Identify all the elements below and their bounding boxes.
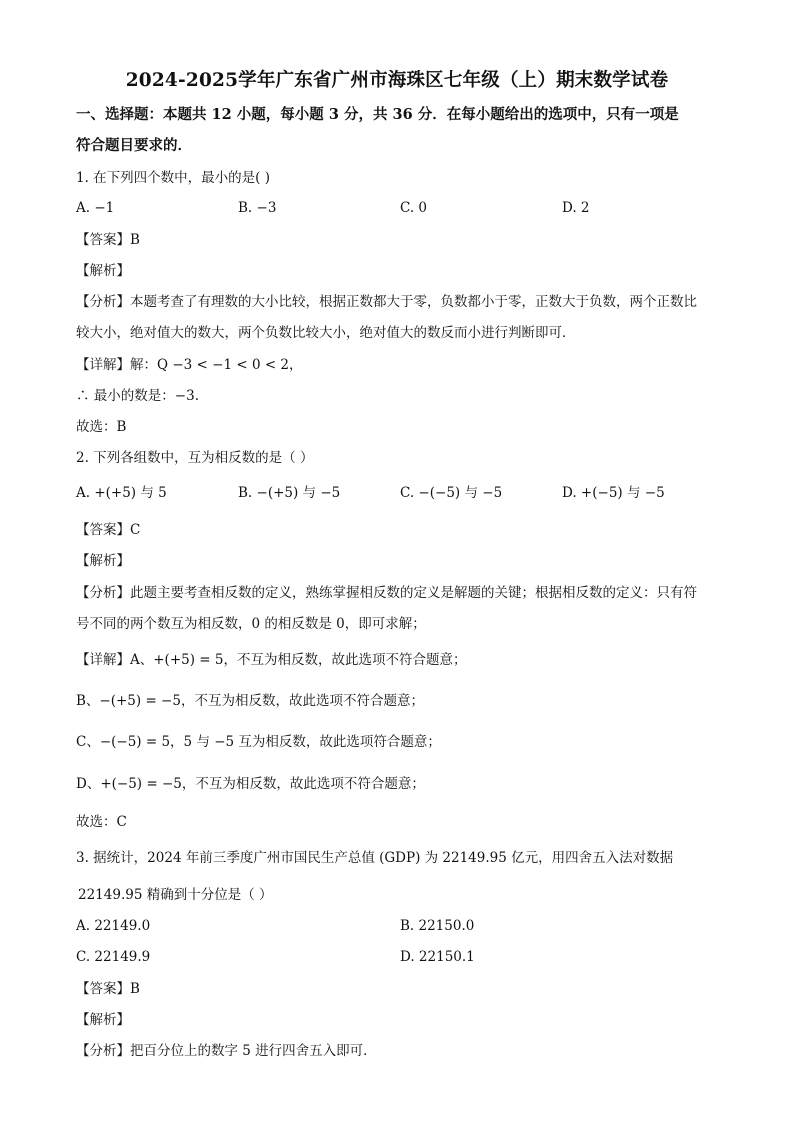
q1-option-d: D. 2 [562, 200, 590, 216]
q2-option-a: A. +(+5) 与 5 [76, 485, 167, 501]
q2-detail-a: 【详解】A、+(+5) = 5，不互为相反数，故此选项不符合题意； [76, 652, 467, 668]
q3-jiexi: 【解析】 [76, 1012, 130, 1028]
q1-conclusion: 故选：B [76, 419, 127, 435]
q2-detail-b: B、−(+5) = −5，不互为相反数，故此选项不符合题意； [76, 693, 424, 709]
q2-detail-d: D、+(−5) = −5，不互为相反数，故此选项不符合题意； [76, 776, 425, 792]
q1-option-c: C. 0 [400, 200, 428, 216]
page-title: 2024-2025学年广东省广州市海珠区七年级（上）期末数学试卷 [125, 70, 669, 91]
q2-detail-c: C、−(−5) = 5，5 与 −5 互为相反数，故此选项符合题意； [76, 734, 441, 750]
question-3-stem-line2: 22149.95 精确到十分位是（ ） [78, 887, 273, 903]
q1-option-b: B. −3 [238, 200, 277, 216]
q1-option-a: A. −1 [76, 200, 115, 216]
q3-option-a: A. 22149.0 [76, 918, 151, 934]
q2-analysis-line2: 号不同的两个数互为相反数，0 的相反数是 0，即可求解； [76, 616, 426, 632]
question-3-stem-line1: 3. 据统计，2024 年前三季度广州市国民生产总值 (GDP) 为 22149.95 亿元，用四舍五入法对数据 [76, 850, 674, 866]
q2-option-c: C. −(−5) 与 −5 [400, 485, 503, 501]
section-heading: 一、选择题：本题共 12 小题，每小题 3 分，共 36 分．在每小题给出的选项中，只有一项是 [76, 106, 679, 123]
q2-jiexi: 【解析】 [76, 553, 130, 569]
q2-conclusion: 故选：C [76, 814, 127, 830]
q2-analysis-line1: 【分析】此题主要考查相反数的定义，熟练掌握相反数的定义是解题的关键；根据相反数的定义：只有符 [76, 585, 697, 601]
q1-jiexi: 【解析】 [76, 263, 130, 279]
q1-detail-line2: ∴ 最小的数是：−3. [76, 388, 199, 404]
q3-option-c: C. 22149.9 [76, 949, 151, 965]
q3-option-b: B. 22150.0 [400, 918, 475, 934]
q1-answer: 【答案】B [76, 232, 140, 248]
q3-answer: 【答案】B [76, 981, 140, 997]
q2-answer: 【答案】C [76, 522, 141, 538]
q2-option-d: D. +(−5) 与 −5 [562, 485, 665, 501]
q3-analysis: 【分析】把百分位上的数字 5 进行四舍五入即可． [76, 1043, 377, 1059]
question-2-stem: 2. 下列各组数中，互为相反数的是（ ） [76, 450, 314, 466]
q2-option-b: B. −(+5) 与 −5 [238, 485, 341, 501]
q1-analysis-line1: 【分析】本题考查了有理数的大小比较，根据正数都大于零，负数都小于零，正数大于负数，两个正数比 [76, 294, 697, 310]
question-1-stem: 1. 在下列四个数中，最小的是( ) [76, 170, 270, 186]
q1-detail-line1: 【详解】解：Q −3 < −1 < 0 < 2， [76, 357, 303, 373]
q3-option-d: D. 22150.1 [400, 949, 475, 965]
q1-analysis-line2: 较大小，绝对值大的数大，两个负数比较大小，绝对值大的数反而小进行判断即可． [76, 325, 576, 341]
section-heading-cont: 符合题目要求的． [76, 137, 192, 154]
